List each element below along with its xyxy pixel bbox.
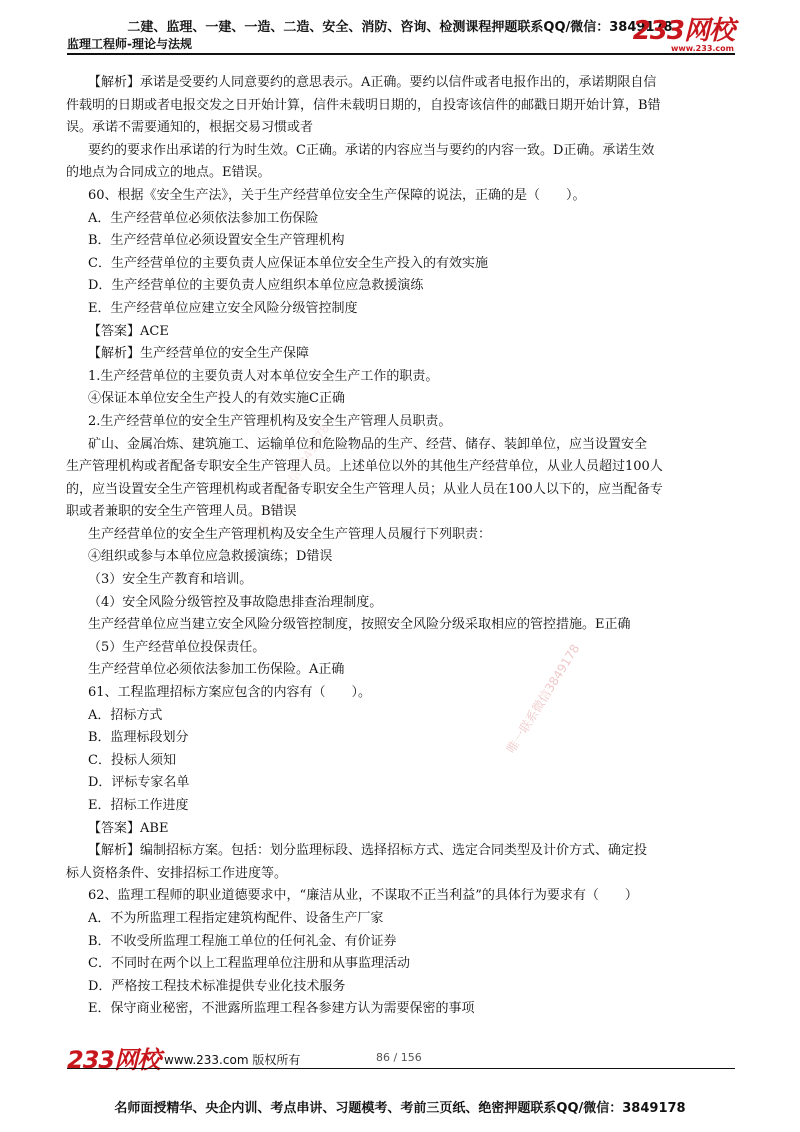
- body-line: 【解析】承诺是受要约人同意要约的意思表示。A正确。要约以信件或者电报作出的，承诺期限自信: [88, 75, 657, 90]
- body-line: B．生产经营单位必须设置安全生产管理机构: [88, 233, 345, 249]
- body-line: 【答案】ACE: [88, 323, 169, 339]
- body-line: C．投标人须知: [88, 752, 176, 768]
- body-line: 矿山、金属冶炼、建筑施工、运输单位和危险物品的生产、经营、储存、装卸单位，应当设置安全: [88, 436, 648, 452]
- body-line: 生产管理机构或者配备专职安全生产管理人员。上述单位以外的其他生产经营单位，从业人员超过100人: [66, 459, 663, 475]
- brand-logo-url: www.233.com: [670, 44, 734, 53]
- body-line: C．不同时在两个以上工程监理单位注册和从事监理活动: [88, 956, 410, 972]
- document-body: [66, 72, 738, 1021]
- body-line: 生产经营单位应当建立安全风险分级管控制度，按照安全风险分级采取相应的管控措施。E正确: [88, 617, 631, 633]
- body-line: （4）安全风险分级管控及事故隐患排查治理制度。: [88, 594, 383, 610]
- body-line: B．监理标段划分: [88, 730, 189, 746]
- body-line: E．生产经营单位应建立安全风险分级管控制度: [88, 300, 358, 316]
- body-line: A．不为所监理工程指定建筑构配件、设备生产厂家: [88, 910, 384, 926]
- body-line: E．保守商业秘密，不泄露所监理工程各参建方认为需要保密的事项: [88, 1001, 475, 1017]
- body-line: 60、根据《安全生产法》，关于生产经营单位安全生产保障的说法，正确的是（ ）。: [88, 187, 586, 203]
- footer-contact-line: 名师面授精华、央企内训、考点串讲、习题模考、考前三页纸、绝密押题联系QQ/微信：3849178: [114, 1101, 686, 1116]
- footer-divider: [67, 1068, 735, 1069]
- body-line: 61、工程监理招标方案应包含的内容有（ ）。: [88, 685, 372, 701]
- page-number: 86 / 156: [376, 1051, 422, 1064]
- body-line: 标人资格条件、安排招标工作进度等。: [66, 865, 288, 881]
- body-line: （5）生产经营单位投保责任。: [88, 639, 266, 655]
- body-line: A．生产经营单位必须依法参加工伤保险: [88, 210, 319, 226]
- body-line: 误。承诺不需要通知的，根据交易习惯或者: [66, 120, 314, 136]
- body-line: ④保证本单位安全生产投人的有效实施C正确: [88, 391, 345, 407]
- body-line: 62、监理工程师的职业道德要求中，“廉洁从业，不谋取不正当利益”的具体行为要求有（ ）: [88, 888, 638, 904]
- body-line: 的地点为合同成立的地点。E错误。: [66, 165, 271, 181]
- brand-logo-bottom: 233网校: [67, 1046, 161, 1074]
- watermark: 唯一联系微信3849178: [253, 421, 333, 536]
- body-line: 【解析】编制招标方案。包括：划分监理标段、选择招标方式、选定合同类型及计价方式、确定投: [88, 843, 648, 859]
- footer-copyright: www.233.com 版权所有: [164, 1053, 301, 1067]
- body-line: 件载明的日期或者电报交发之日开始计算，信件未载明日期的，自投寄该信件的邮戳日期开始计算，B错: [66, 97, 661, 113]
- header-contact-line: 二建、监理、一建、一造、二造、安全、消防、咨询、检测课程押题联系QQ/微信：3849178: [127, 20, 673, 35]
- body-line: 生产经营单位的安全生产管理机构及安全生产管理人员履行下列职责：: [88, 526, 492, 542]
- body-line: 要约的要求作出承诺的行为时生效。C正确。承诺的内容应当与要约的内容一致。D正确。承诺生效: [88, 142, 655, 158]
- body-line: D．严格按工程技术标准提供专业化技术服务: [88, 978, 346, 994]
- body-line: 职或者兼职的安全生产管理人员。B错误: [66, 504, 297, 520]
- body-line: 2.生产经营单位的安全生产管理机构及安全生产管理人员职责。: [88, 413, 452, 429]
- body-line: C．生产经营单位的主要负责人应保证本单位安全生产投入的有效实施: [88, 255, 488, 271]
- brand-logo-text: 233网校: [632, 16, 734, 46]
- body-line: E．招标工作进度: [88, 798, 189, 813]
- brand-logo-top: [633, 18, 734, 53]
- body-line: D．生产经营单位的主要负责人应组织本单位应急救援演练: [88, 278, 424, 294]
- body-line: ④组织或参与本单位应急救援演练；D错误: [88, 549, 333, 565]
- header-divider: [67, 53, 735, 55]
- body-line: （3）安全生产教育和培训。: [88, 572, 253, 588]
- body-line: 【答案】ABE: [88, 820, 169, 836]
- document-subject: 监理工程师-理论与法规: [67, 37, 192, 51]
- body-line: A．招标方式: [88, 707, 163, 723]
- watermark: 唯一联系微信3849178: [503, 641, 583, 756]
- body-line: B．不收受所监理工程施工单位的任何礼金、有价证券: [88, 933, 397, 949]
- body-line: 1.生产经营单位的主要负责人对本单位安全生产工作的职责。: [88, 368, 439, 384]
- body-line: 【解析】生产经营单位的安全生产保障: [88, 346, 310, 362]
- body-line: 的，应当设置安全生产管理机构或者配备专职安全生产管理人员；从业人员在100人以下的，应当配备专: [66, 481, 663, 497]
- body-line: D．评标专家名单: [88, 775, 190, 791]
- body-line: 生产经营单位必须依法参加工伤保险。A正确: [88, 662, 345, 678]
